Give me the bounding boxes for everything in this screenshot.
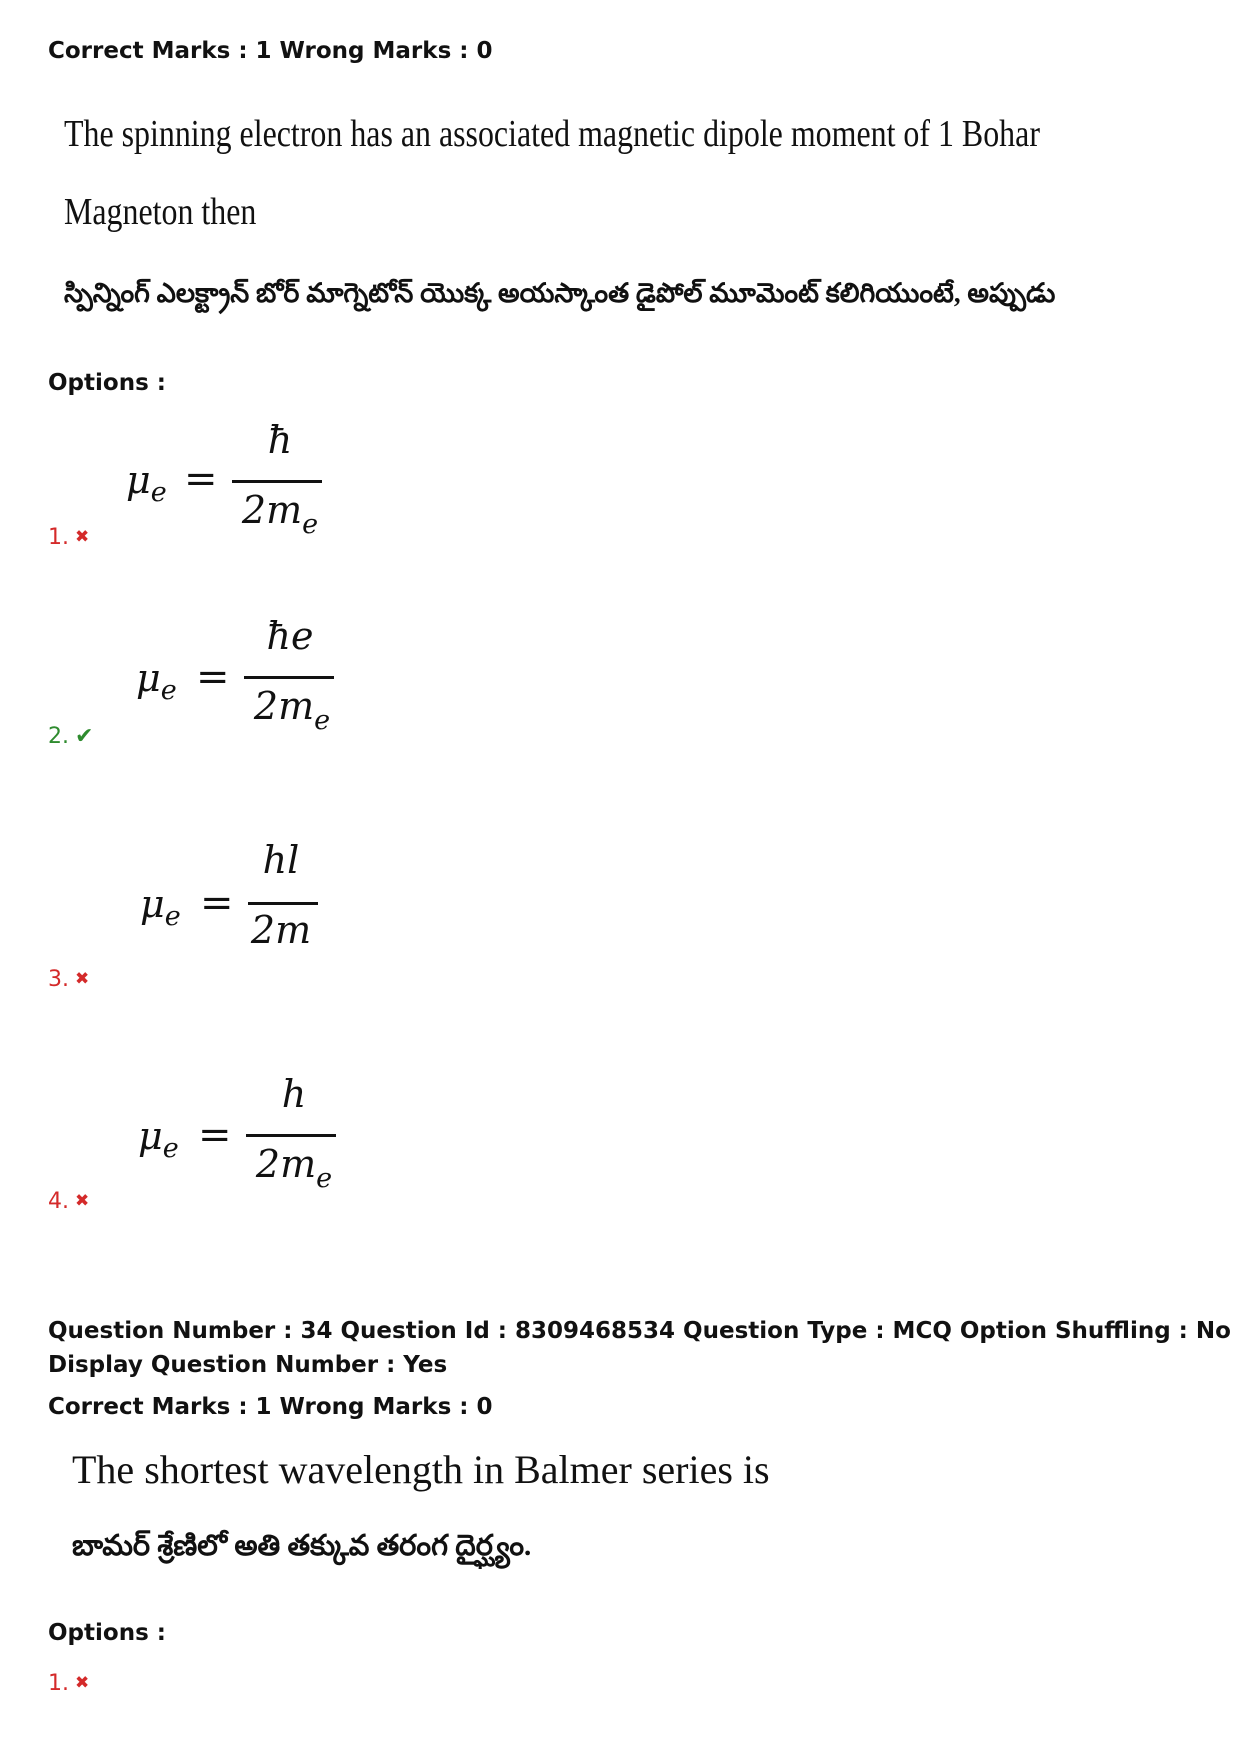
formula-equals: = (200, 880, 234, 926)
q1-option-3-number[interactable]: 3. ✖ (48, 967, 90, 992)
q2-info-line1: Question Number : 34 Question Id : 8309468534 Question Type : MCQ Option Shuffling : No (48, 1318, 1231, 1344)
formula-numerator: ħe (266, 614, 314, 658)
q2-text-en: The shortest wavelength in Balmer series is (72, 1447, 770, 1492)
formula-denominator: $2m_e$ (241, 488, 319, 540)
q1-marks: Correct Marks : 1 Wrong Marks : 0 (48, 38, 493, 64)
q1-option-2-formula (132, 614, 362, 744)
q2-info-line2: Display Question Number : Yes (48, 1352, 448, 1378)
q1-option-4-formula (134, 1072, 364, 1202)
formula-lhs: $\mu_e$ (140, 882, 181, 932)
formula-lhs: $\mu_e$ (126, 458, 167, 508)
q2-options-label: Options : (48, 1620, 166, 1646)
q1-text-en-line1: The spinning electron has an associated magnetic dipole moment of 1 Bohar (64, 113, 1040, 155)
fraction-bar (248, 902, 318, 905)
cross-icon: ✖ (75, 1673, 90, 1693)
formula-equals: = (198, 1112, 232, 1158)
formula-lhs: $\mu_e$ (138, 1114, 179, 1164)
q1-options-label: Options : (48, 370, 166, 396)
cross-icon: ✖ (75, 527, 90, 547)
q2-text-te: బామర్ శ్రేణిలో అతి తక్కువ తరంగ దైర్ఘ్యం. (72, 1530, 532, 1562)
cross-icon: ✖ (75, 969, 90, 989)
q1-option-1-formula (120, 418, 350, 548)
formula-denominator: $2m_e$ (255, 1142, 333, 1194)
q1-option-4-number[interactable]: 4. ✖ (48, 1189, 90, 1214)
cross-icon: ✖ (75, 1191, 90, 1211)
q1-option-2-number[interactable]: 2. ✔ (48, 724, 94, 749)
formula-equals: = (184, 456, 218, 502)
formula-equals: = (196, 654, 230, 700)
fraction-bar (246, 1134, 336, 1137)
q1-text-te: స్పిన్నింగ్ ఎలక్ట్రాన్ బోర్ మాగ్నెటోన్ యొక్క అయస్కాంత డైపోల్ మూమెంట్ కలిగియుంటే, అప్పుడు (64, 278, 1056, 308)
formula-numerator: h (281, 1072, 307, 1116)
formula-numerator: hl (262, 838, 300, 882)
check-icon: ✔ (75, 724, 94, 749)
formula-denominator: 2m (250, 908, 312, 952)
q2-marks: Correct Marks : 1 Wrong Marks : 0 (48, 1394, 493, 1420)
formula-lhs: $\mu_e$ (136, 656, 177, 706)
q1-text-en-line2: Magneton then (64, 191, 257, 233)
q1-option-1-number[interactable]: 1. ✖ (48, 525, 90, 550)
formula-denominator: $2m_e$ (253, 684, 331, 736)
fraction-bar (244, 676, 334, 679)
q2-option-1-number[interactable]: 1. ✖ (48, 1671, 90, 1696)
q1-option-3-formula (136, 838, 366, 968)
formula-numerator: ħ (267, 418, 293, 462)
fraction-bar (232, 480, 322, 483)
